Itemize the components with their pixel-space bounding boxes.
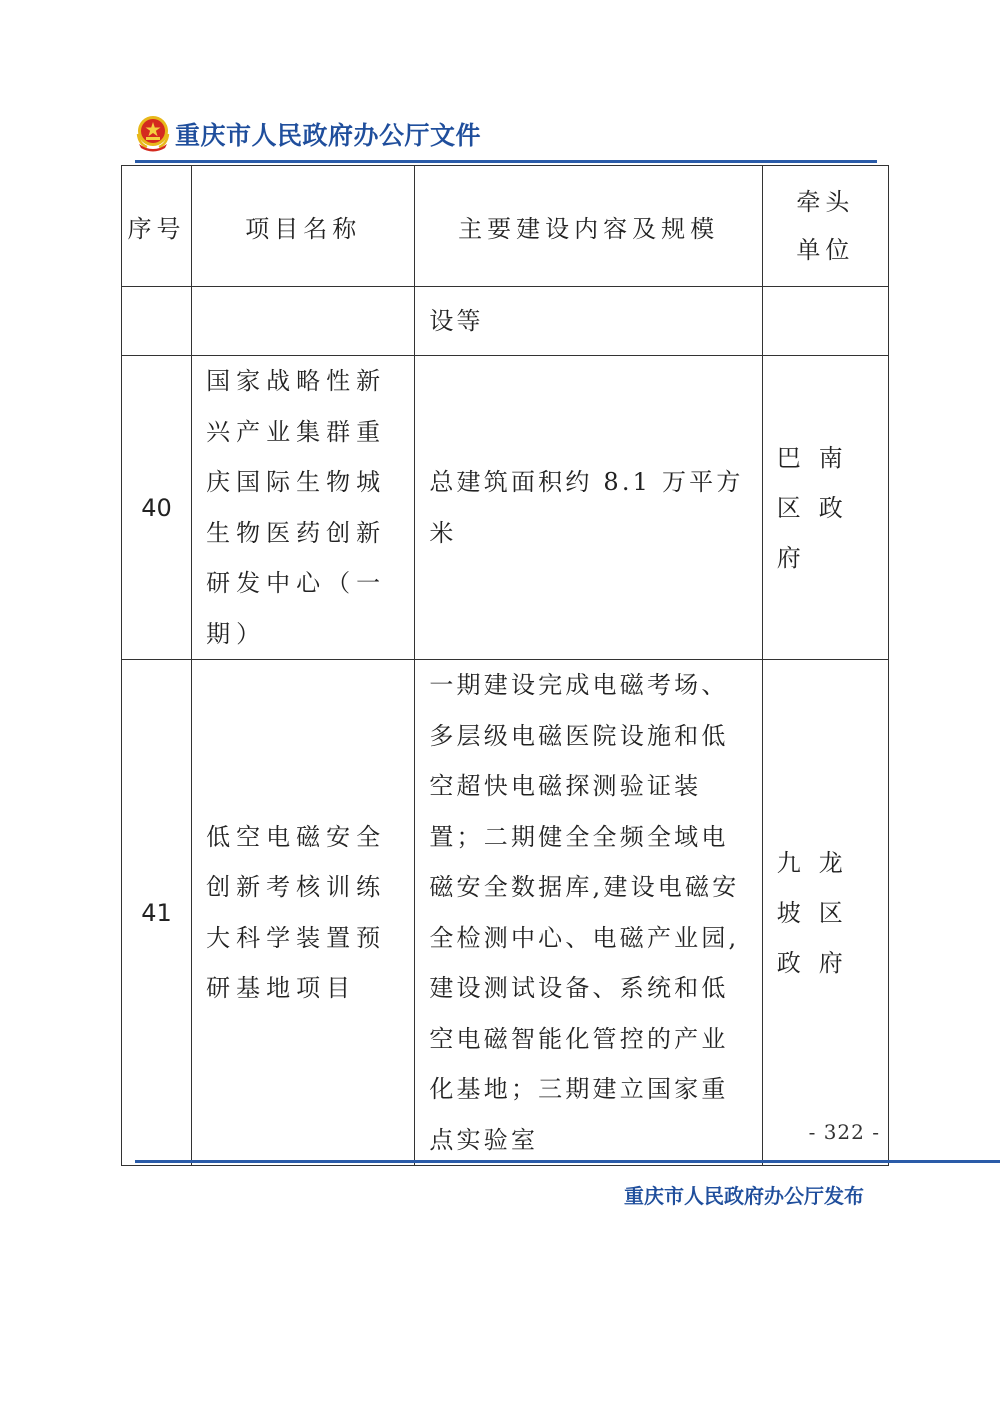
row-number	[122, 287, 192, 356]
document-header	[135, 112, 481, 156]
project-content: 一期建设完成电磁考场、多层级电磁医院设施和低空超快电磁探测验证装置；二期健全全频全域电磁安全数据库,建设电磁安全检测中心、电磁产业园,建设测试设备、系统和低空电磁智能化管控的产业化基地；三期建立国家重点实验室	[415, 660, 762, 1166]
project-name: 国家战略性新兴产业集群重庆国际生物城生物医药创新研发中心（一期）	[192, 356, 415, 660]
lead-unit: 巴南区政府	[762, 356, 888, 660]
column-header-project-name: 项目名称	[192, 166, 415, 287]
table-row	[122, 356, 889, 660]
table-row	[122, 660, 889, 1166]
lead-unit: 九龙坡区政府	[762, 660, 888, 1166]
project-content: 总建筑面积约 8.1 万平方米	[415, 356, 762, 660]
lead-unit	[762, 287, 888, 356]
table-header-row	[122, 166, 889, 287]
national-emblem-icon	[135, 114, 171, 154]
header-title: 重庆市人民政府办公厅文件	[175, 121, 482, 150]
project-table	[121, 165, 889, 1166]
row-number: 41	[122, 660, 192, 1166]
row-number: 40	[122, 356, 192, 660]
column-header-content: 主要建设内容及规模	[415, 166, 762, 287]
footer-divider	[135, 1160, 1000, 1163]
header-divider	[135, 160, 877, 163]
column-header-number: 序号	[122, 166, 192, 287]
column-header-lead-unit: 牵头单位	[762, 166, 888, 287]
page-number: - 322 -	[808, 1120, 880, 1144]
table-row	[122, 287, 889, 356]
project-name: 低空电磁安全创新考核训练大科学装置预研基地项目	[192, 660, 415, 1166]
footer-publisher: 重庆市人民政府办公厅发布	[624, 1184, 864, 1208]
project-content: 设等	[415, 287, 762, 356]
project-name	[192, 287, 415, 356]
